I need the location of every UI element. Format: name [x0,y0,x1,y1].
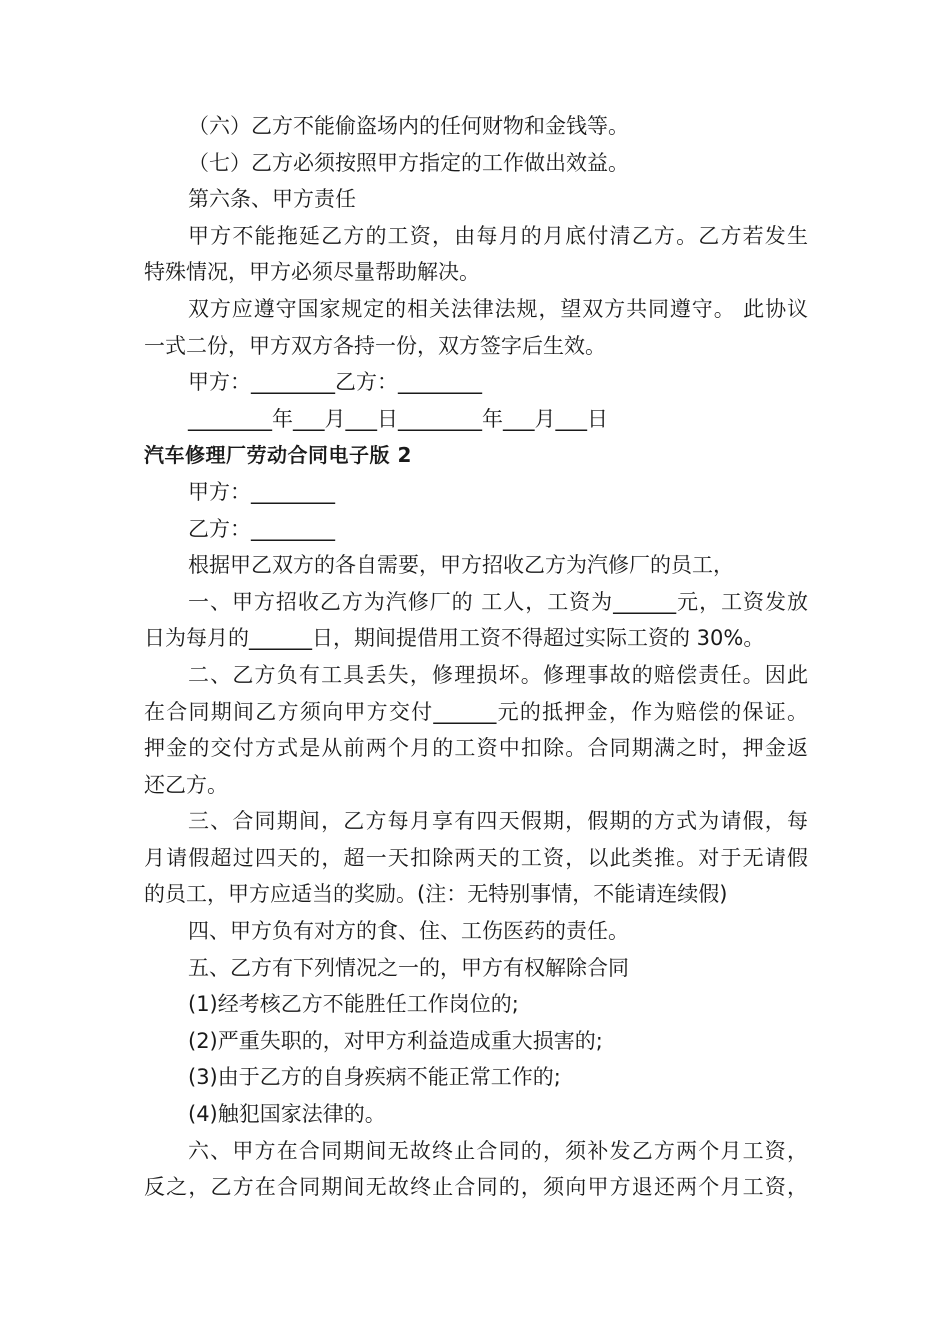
text-line: 的员工，甲方应适当的奖励。(注：无特别事情，不能请连续假) [144,882,728,907]
section-heading: 汽车修理厂劳动合同电子版 2 [144,443,412,468]
text-line: 第六条、甲方责任 [188,187,356,212]
text-line: 三、合同期间，乙方每月享有四天假期，假期的方式为请假，每 [188,809,808,834]
text-line: 乙方：________ [188,516,335,541]
text-line: 五、乙方有下列情况之一的，甲方有权解除合同 [188,955,629,980]
text-line: 根据甲乙双方的各自需要，甲方招收乙方为汽修厂的员工， [188,553,734,578]
text-line: 月请假超过四天的，超一天扣除两天的工资，以此类推。对于无请假 [144,845,808,870]
text-line: 一、甲方招收乙方为汽修厂的 工人，工资为______元，工资发放 [188,589,808,614]
text-line: 甲方不能拖延乙方的工资，由每月的月底付清乙方。乙方若发生 [188,223,808,248]
text-line: (2)严重失职的，对甲方利益造成重大损害的; [188,1028,603,1053]
text-line: 在合同期间乙方须向甲方交付______元的抵押金，作为赔偿的保证。 [144,699,808,724]
text-line: (4)触犯国家法律的。 [188,1102,386,1127]
text-line: (1)经考核乙方不能胜任工作岗位的; [188,992,519,1017]
text-line: 甲方：________乙方：________ [188,370,482,395]
text-line: （六）乙方不能偷盗场内的任何财物和金钱等。 [188,114,629,138]
text-line: 双方应遵守国家规定的相关法律法规，望双方共同遵守。 此协议 [188,296,808,321]
text-line: 甲方：________ [188,479,335,504]
text-line: 二、乙方负有工具丢失，修理损坏。修理事故的赔偿责任。因此 [188,662,808,687]
text-line: 日为每月的______日，期间提借用工资不得超过实际工资的 30%。 [144,626,765,651]
document-body [144,108,808,1206]
text-line: 四、甲方负有对方的食、住、工伤医药的责任。 [188,919,629,944]
text-line: 还乙方。 [144,772,228,797]
text-line: （七）乙方必须按照甲方指定的工作做出效益。 [188,150,629,175]
text-line: 反之，乙方在合同期间无故终止合同的，须向甲方退还两个月工资， [144,1175,808,1200]
text-line: 一式二份，甲方双方各持一份，双方签字后生效。 [144,333,606,358]
text-line: 六、甲方在合同期间无故终止合同的，须补发乙方两个月工资， [188,1138,808,1163]
text-line: (3)由于乙方的自身疾病不能正常工作的; [188,1065,561,1090]
text-line: 特殊情况，甲方必须尽量帮助解决。 [144,260,480,285]
text-line: 押金的交付方式是从前两个月的工资中扣除。合同期满之时，押金返 [144,736,808,761]
text-line: ________年___月___日________年___月___日 [188,406,608,431]
